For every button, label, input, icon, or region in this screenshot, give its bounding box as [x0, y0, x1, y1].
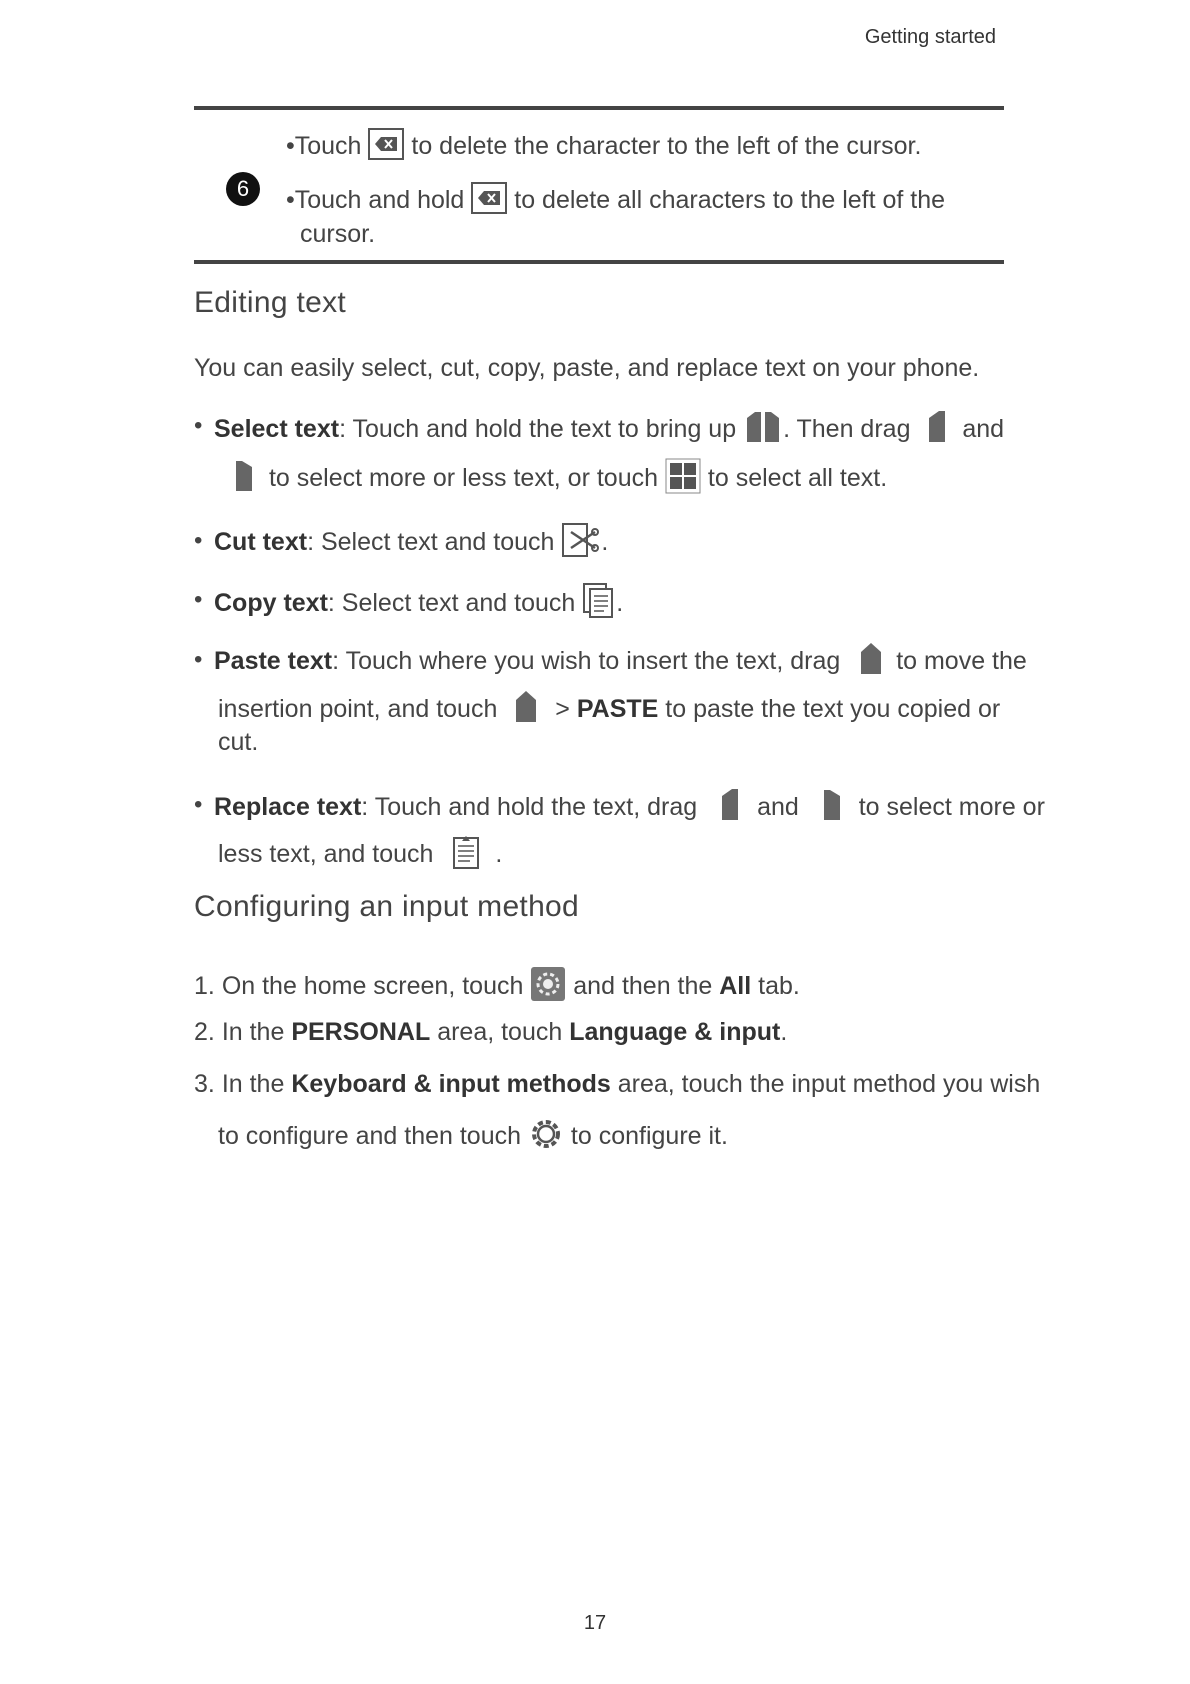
config-step-2 — [194, 1018, 787, 1047]
bullet: • — [194, 586, 203, 613]
text: to select more or less text, or touch — [268, 464, 659, 493]
left-handle-icon — [720, 788, 740, 829]
running-header: Getting started — [864, 26, 996, 48]
text: . — [495, 840, 503, 869]
replace-text-label: Replace text — [214, 793, 362, 822]
bullet: • — [194, 791, 203, 818]
callout-box — [194, 106, 1004, 264]
step-number: 2. — [194, 1018, 215, 1046]
select-text-line-2 — [234, 458, 887, 501]
callout-line-3: cursor. — [300, 220, 376, 248]
copy-text-line — [214, 582, 623, 627]
text: to configure and then touch — [218, 1122, 522, 1151]
text: : Touch and hold the text to bring up — [339, 415, 737, 444]
select-text-line-1 — [214, 410, 1004, 451]
text: : Touch where you wish to insert the text, drag — [332, 647, 841, 676]
right-handle-icon — [234, 459, 254, 500]
copy-text-label: Copy text — [214, 589, 328, 618]
callout-text: to delete the character to the left of the cursor. — [411, 132, 922, 161]
cut-text-label: Cut text — [214, 528, 308, 557]
text: to select more or — [858, 793, 1045, 822]
personal-label: PERSONAL — [291, 1018, 431, 1046]
scissors-icon — [561, 522, 601, 565]
step-number: 1. — [194, 972, 215, 1001]
replace-text-line-2 — [218, 834, 502, 877]
text: to move the — [896, 647, 1027, 676]
text: to select all text. — [707, 464, 888, 493]
page-number: 17 — [583, 1612, 607, 1634]
section-heading-config: Configuring an input method — [194, 890, 580, 923]
text: area, touch the input method you wish — [617, 1070, 1041, 1098]
gear-icon — [528, 1116, 564, 1159]
text: In the — [221, 1018, 285, 1046]
step-number: 3. — [194, 1070, 215, 1098]
callout-text: to delete all characters to the left of the — [514, 186, 946, 215]
text: tab. — [758, 972, 800, 1001]
config-step-3-line-1 — [194, 1070, 1040, 1099]
paste-text-label: Paste text — [214, 647, 333, 676]
text: In the — [221, 1070, 285, 1098]
callout-text: •Touch and hold — [286, 186, 465, 215]
text: . — [601, 528, 609, 557]
paste-text-line-1 — [214, 642, 1027, 683]
text: . — [616, 589, 624, 618]
text: : Select text and touch — [307, 528, 555, 557]
settings-app-icon — [530, 966, 566, 1009]
callout-line-1 — [286, 128, 921, 167]
left-handle-icon — [927, 410, 947, 451]
right-handle-icon — [822, 788, 842, 829]
bullet: • — [194, 412, 203, 439]
text: . — [780, 1018, 788, 1046]
select-text-label: Select text — [214, 415, 340, 444]
keyboard-methods-label: Keyboard & input methods — [291, 1070, 611, 1098]
text: : Touch and hold the text, drag — [361, 793, 698, 822]
copy-icon — [582, 582, 616, 627]
text: less text, and touch — [218, 840, 434, 869]
bullet: • — [194, 527, 203, 554]
insertion-handle-icon — [514, 690, 538, 731]
config-step-3-line-2 — [218, 1116, 728, 1159]
paste-label: PASTE — [576, 695, 659, 724]
backspace-icon — [471, 182, 507, 221]
text: . Then drag — [783, 415, 911, 444]
all-tab-label: All — [719, 972, 752, 1001]
callout-line-2 — [286, 182, 945, 221]
text: insertion point, and touch — [218, 695, 498, 724]
text: : Select text and touch — [327, 589, 576, 618]
backspace-icon — [368, 128, 404, 167]
config-step-1 — [194, 966, 800, 1009]
step-badge: 6 — [226, 172, 260, 206]
paste-text-line-2 — [218, 690, 1000, 731]
text: to configure it. — [570, 1122, 728, 1151]
text: to paste the text you copied or — [665, 695, 1001, 724]
selection-handles-icon — [743, 410, 783, 451]
text: area, touch — [437, 1018, 563, 1046]
bullet: • — [194, 646, 203, 673]
text: and — [962, 415, 1005, 444]
replace-text-line-1 — [214, 788, 1045, 829]
select-all-icon — [665, 458, 701, 501]
callout-text: •Touch — [286, 132, 362, 161]
text: > — [555, 695, 570, 724]
editing-intro: You can easily select, cut, copy, paste, and replace text on your phone. — [194, 354, 980, 382]
replace-clipboard-icon — [452, 834, 480, 877]
text: and — [757, 793, 799, 822]
paste-text-line-3: cut. — [218, 728, 259, 756]
section-heading-editing: Editing text — [194, 286, 347, 319]
text: On the home screen, touch — [221, 972, 524, 1001]
text: and then the — [573, 972, 713, 1001]
cut-text-line — [214, 522, 608, 565]
insertion-handle-icon — [859, 642, 883, 683]
language-input-label: Language & input — [569, 1018, 781, 1046]
